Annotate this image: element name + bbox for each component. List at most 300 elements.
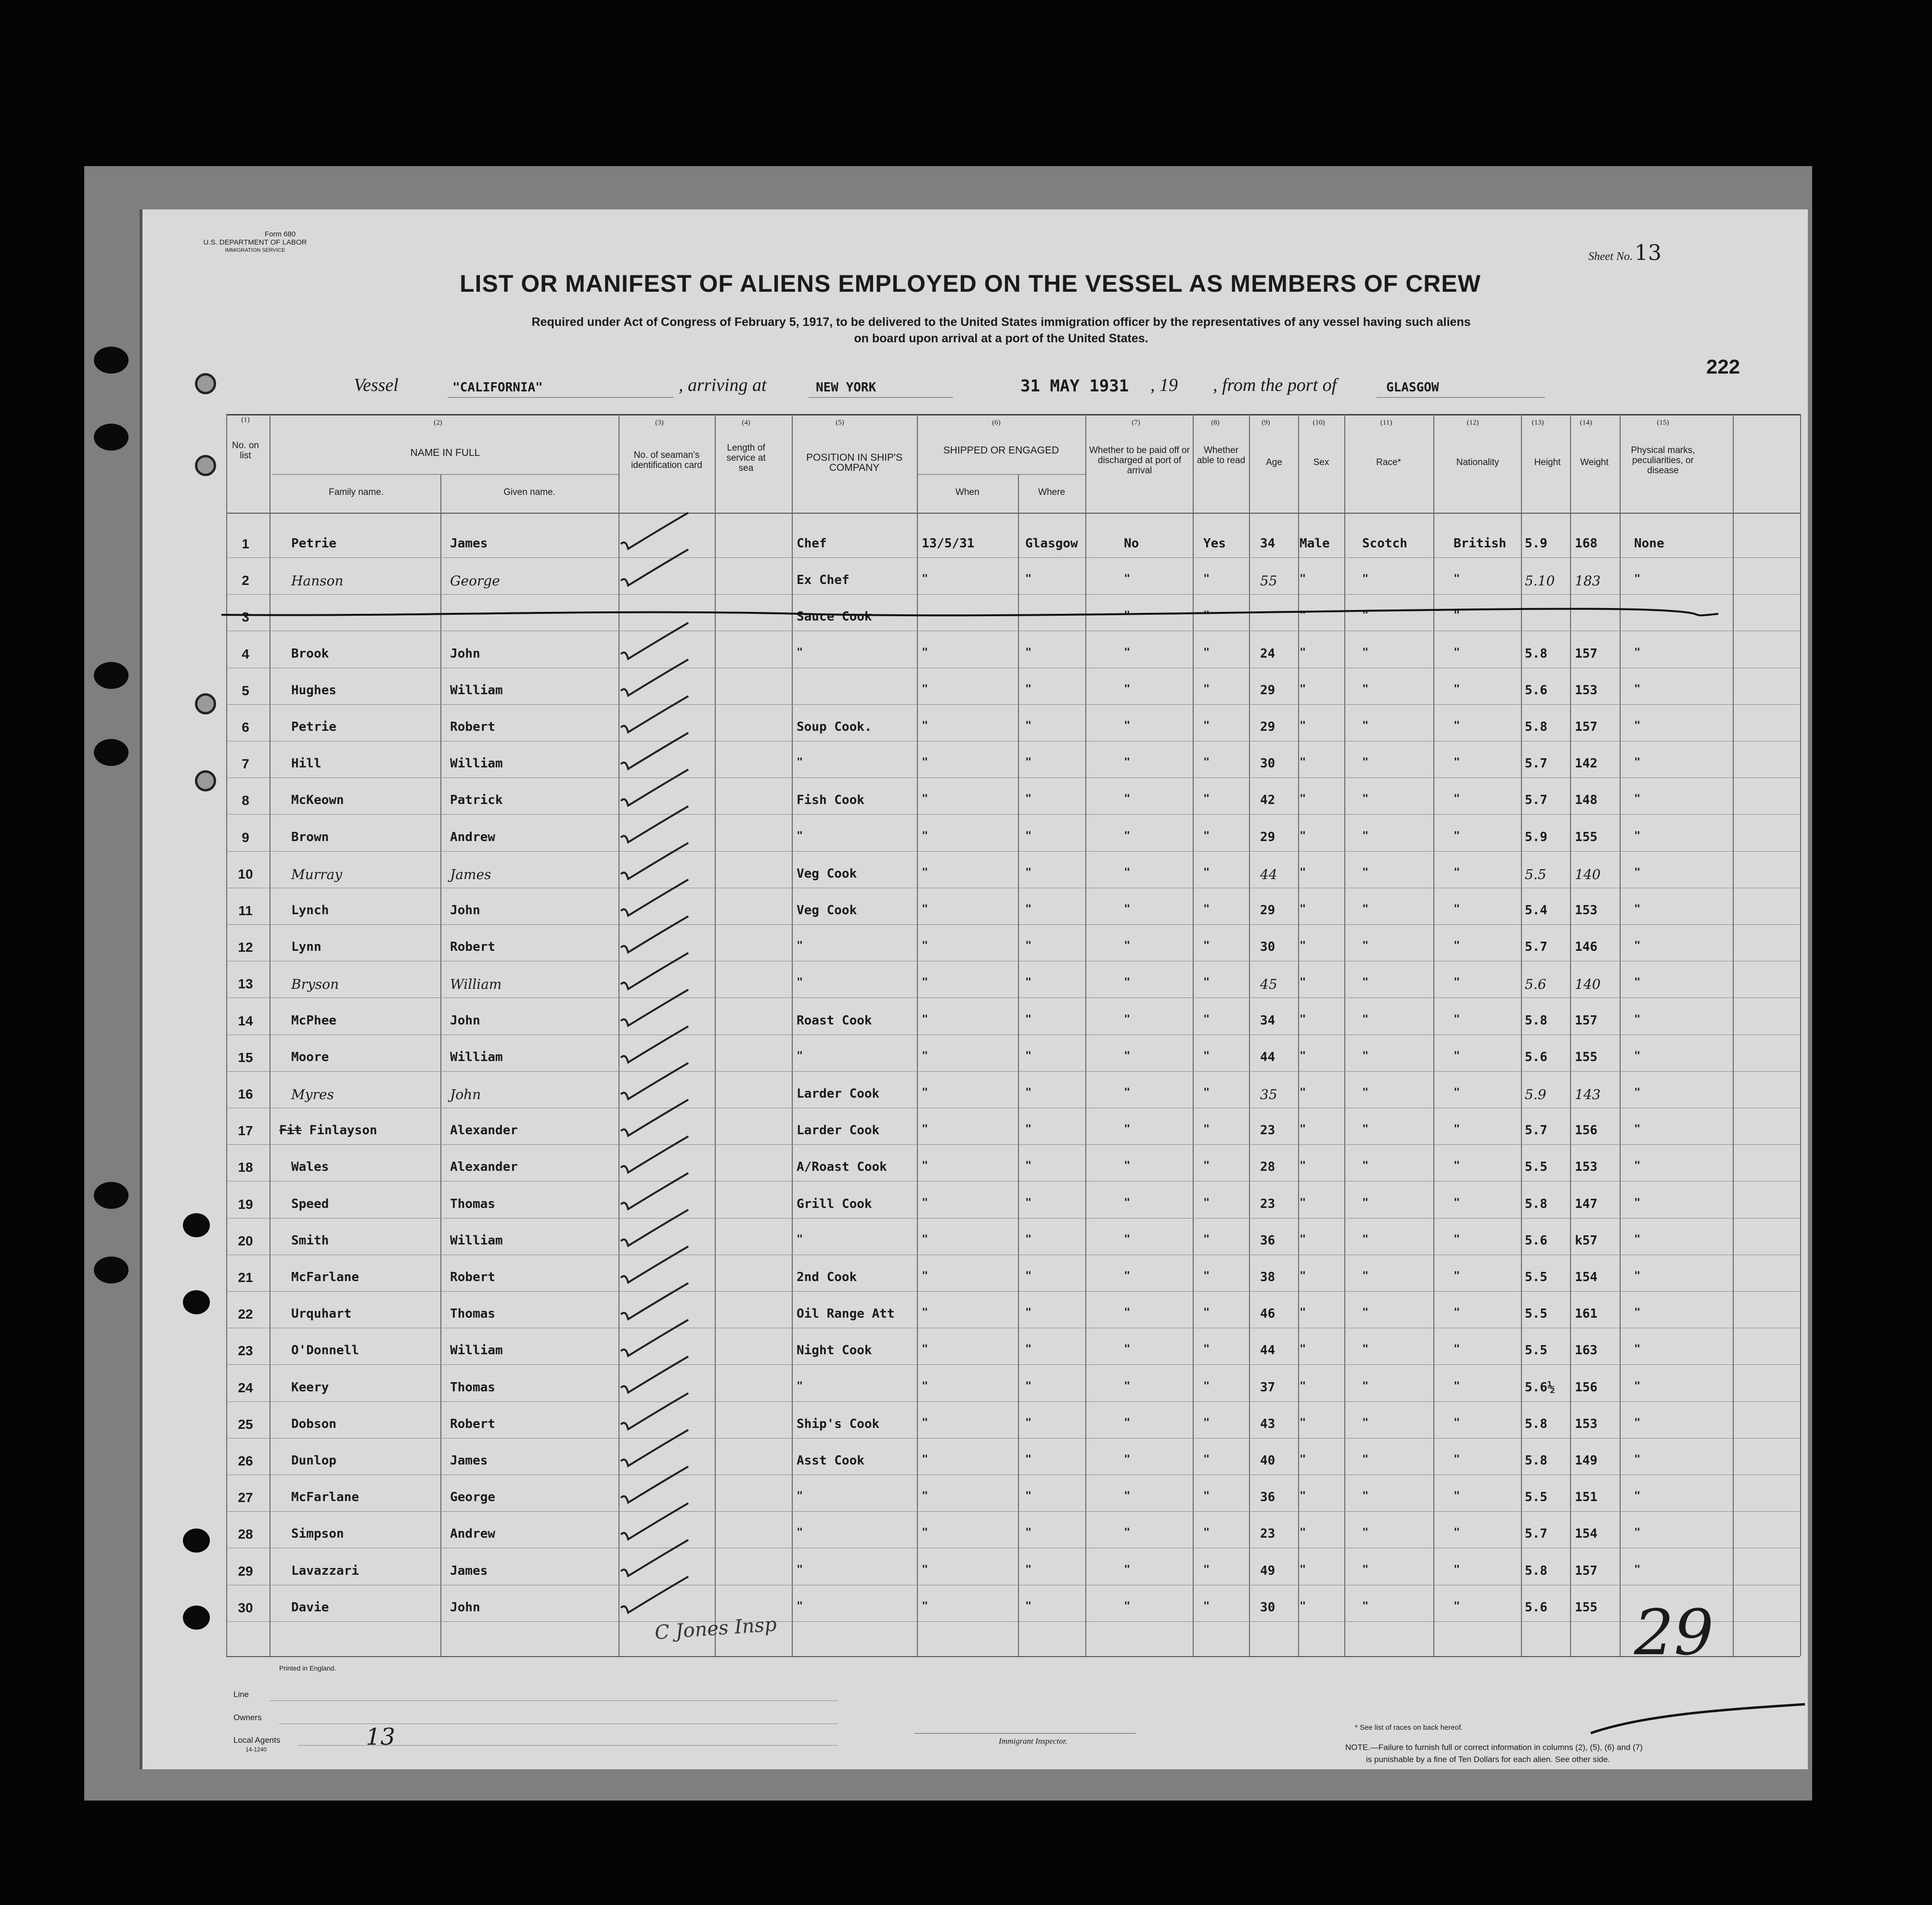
cell-marks: " — [1634, 1416, 1641, 1429]
col-head-height: Height — [1534, 457, 1561, 467]
cell-age: 45 — [1260, 976, 1277, 993]
cell-no: 12 — [238, 940, 253, 955]
cell-age: 29 — [1260, 903, 1275, 918]
cell-when: " — [922, 1343, 928, 1356]
cell-no: 18 — [238, 1160, 253, 1175]
cell-marks: " — [1634, 1490, 1641, 1503]
cell-height: 5.7 — [1525, 756, 1547, 771]
cell-no: 17 — [238, 1123, 253, 1139]
cell-height: 5.5 — [1525, 1307, 1547, 1322]
cell-age: 29 — [1260, 720, 1275, 734]
cell-nationality: " — [1454, 720, 1460, 732]
cell-weight: 140 — [1575, 866, 1601, 882]
cell-sex: " — [1300, 1343, 1306, 1356]
total-count: 29 — [1634, 1596, 1714, 1669]
cell-nationality: " — [1454, 866, 1460, 879]
cell-height: 5.5 — [1525, 1343, 1547, 1358]
col-head-read: Whether able to read — [1197, 445, 1246, 466]
cell-where: " — [1025, 829, 1032, 842]
cell-height: 5.6 — [1525, 976, 1546, 993]
col-num-1: (1) — [241, 416, 250, 424]
cell-when: " — [922, 646, 928, 659]
cell-race: " — [1362, 1600, 1369, 1612]
cell-race: " — [1362, 1343, 1369, 1356]
sheet-number: 13 — [1634, 241, 1662, 265]
col-num-14: (14) — [1580, 419, 1592, 427]
col-num-13: (13) — [1532, 419, 1544, 427]
local-agents-label: Local Agents — [233, 1736, 281, 1745]
cell-read: " — [1203, 1453, 1210, 1465]
cell-weight: 183 — [1575, 573, 1601, 589]
cell-marks: " — [1634, 866, 1641, 879]
cell-where: " — [1025, 903, 1032, 915]
cell-no: 16 — [238, 1087, 253, 1102]
cell-sex: " — [1300, 976, 1306, 989]
cell-age: 23 — [1260, 1527, 1275, 1542]
cell-position: Ship's Cook — [797, 1416, 880, 1431]
column-rule — [226, 414, 227, 1656]
cell-marks: " — [1634, 1233, 1641, 1245]
cell-given: John — [450, 646, 480, 661]
row-rule — [226, 1071, 1800, 1072]
cell-given: Alexander — [450, 1123, 518, 1138]
cell-race: " — [1362, 1416, 1369, 1429]
cell-family: Wales — [291, 1160, 329, 1175]
cell-position: Veg Cook — [797, 903, 857, 918]
cell-marks: " — [1634, 1270, 1641, 1282]
cell-read: Yes — [1203, 536, 1226, 551]
cell-when: " — [922, 1416, 928, 1429]
row-rule — [226, 594, 1800, 595]
cell-paid: " — [1124, 1050, 1131, 1062]
check-mark — [621, 1136, 688, 1172]
cell-where: " — [1025, 1270, 1032, 1282]
cell-race: " — [1362, 976, 1369, 989]
cell-paid: " — [1124, 829, 1131, 842]
cell-position: " — [797, 829, 803, 842]
cell-paid: " — [1124, 1270, 1131, 1282]
inspector-label: Immigrant Inspector. — [999, 1737, 1068, 1746]
cell-position: Asst Cook — [797, 1453, 864, 1468]
check-mark — [621, 1246, 688, 1283]
cell-sex: " — [1300, 683, 1306, 695]
cell-no: 2 — [242, 573, 249, 588]
cell-when: " — [922, 1453, 928, 1465]
cell-nationality: " — [1454, 1087, 1460, 1099]
cell-nationality: " — [1454, 1233, 1460, 1245]
cell-nationality: " — [1454, 976, 1460, 989]
cell-weight: 156 — [1575, 1380, 1597, 1395]
row-rule — [226, 557, 1800, 558]
inspector-signature: C Jones Insp — [654, 1613, 778, 1644]
arriving-label: , arriving at — [679, 375, 767, 395]
check-mark — [621, 1503, 688, 1539]
cell-age: 30 — [1260, 1600, 1275, 1615]
cell-family: Lynn — [291, 940, 322, 955]
row-rule — [226, 1144, 1800, 1145]
cell-height: 5.6 — [1525, 1233, 1547, 1248]
cell-race: " — [1362, 573, 1369, 585]
cell-weight: 157 — [1575, 1013, 1597, 1028]
cell-where: " — [1025, 1160, 1032, 1172]
form-header-block — [202, 230, 308, 255]
cell-age: 43 — [1260, 1416, 1275, 1431]
cell-given: William — [450, 756, 503, 771]
cell-paid: " — [1124, 683, 1131, 695]
check-mark — [621, 1283, 688, 1319]
cell-height: 5.8 — [1525, 1453, 1547, 1468]
cell-height: 5.5 — [1525, 866, 1546, 882]
cell-when: " — [922, 903, 928, 915]
cell-position: Ex Chef — [797, 573, 850, 588]
arrival-date: 31 MAY 1931 — [1020, 376, 1129, 396]
cell-sex: " — [1300, 1013, 1306, 1025]
cell-age: 42 — [1260, 793, 1275, 808]
cell-height: 5.9 — [1525, 1087, 1546, 1102]
cell-paid: " — [1124, 903, 1131, 915]
cell-given: James — [450, 1453, 488, 1468]
cell-family: Moore — [291, 1050, 329, 1064]
cell-paid: " — [1124, 1196, 1131, 1209]
cell-paid: " — [1124, 1013, 1131, 1025]
cell-given: John — [450, 903, 480, 918]
binder-ring — [195, 693, 216, 714]
check-mark — [621, 513, 688, 549]
cell-family: Keery — [291, 1380, 329, 1395]
cell-no: 19 — [238, 1196, 253, 1212]
cell-no: 4 — [242, 646, 249, 661]
departure-port: GLASGOW — [1386, 380, 1439, 395]
cell-family: Lynch — [291, 903, 329, 918]
cell-paid: " — [1124, 720, 1131, 732]
check-mark — [621, 953, 688, 989]
cell-nationality: " — [1454, 1453, 1460, 1465]
cell-no: 24 — [238, 1380, 253, 1395]
cell-sex: " — [1300, 1490, 1306, 1503]
cell-marks: " — [1634, 683, 1641, 695]
check-mark — [621, 733, 688, 769]
cell-weight: k57 — [1575, 1233, 1597, 1248]
cell-when: " — [922, 829, 928, 842]
binder-ring — [195, 455, 216, 476]
cell-given: Andrew — [450, 829, 495, 844]
cell-when: " — [922, 1307, 928, 1319]
cell-height: 5.5 — [1525, 1270, 1547, 1284]
cell-sex: " — [1300, 756, 1306, 769]
from-port-label: , from the port of — [1213, 375, 1337, 395]
cell-given: George — [450, 1490, 495, 1505]
cell-sex: " — [1300, 1233, 1306, 1245]
cell-age: 28 — [1260, 1160, 1275, 1175]
column-rule — [1521, 414, 1522, 1656]
penalty-note-line2: is punishable by a fine of Ten Dollars for each alien. See other side. — [1366, 1755, 1610, 1764]
cell-weight: 143 — [1575, 1087, 1601, 1102]
cell-where: " — [1025, 1050, 1032, 1062]
cell-no: 25 — [238, 1416, 253, 1432]
col-head-age: Age — [1266, 457, 1282, 467]
cell-height: 5.9 — [1525, 829, 1547, 844]
cell-no: 7 — [242, 756, 249, 772]
cell-when: " — [922, 976, 928, 989]
punch-hole — [183, 1606, 210, 1630]
cell-sex: " — [1300, 1380, 1306, 1392]
cell-marks: None — [1634, 536, 1664, 551]
arriving-underline — [809, 397, 953, 398]
check-mark — [621, 1210, 688, 1246]
cell-given: Robert — [450, 1416, 495, 1431]
column-rule — [440, 474, 441, 1656]
cell-nationality: " — [1454, 609, 1460, 622]
cell-height: 5.7 — [1525, 1123, 1547, 1138]
cell-age: 38 — [1260, 1270, 1275, 1284]
name-header-divider — [272, 474, 618, 475]
cell-position: " — [797, 1490, 803, 1503]
cell-read: " — [1203, 866, 1210, 879]
cell-given: Robert — [450, 940, 495, 955]
cell-sex: " — [1300, 1416, 1306, 1429]
col-head-service: Length of service at sea — [726, 443, 766, 473]
cell-family: Fit Finlayson — [279, 1123, 377, 1138]
cell-sex: " — [1300, 646, 1306, 659]
col-head-given: Given name. — [503, 487, 555, 497]
cell-height: 5.6 — [1525, 1600, 1547, 1615]
col-num-8: (8) — [1211, 419, 1220, 427]
cell-marks: " — [1634, 829, 1641, 842]
cell-read: " — [1203, 940, 1210, 952]
cell-family: Brown — [291, 829, 329, 844]
cell-nationality: " — [1454, 573, 1460, 585]
cell-age: 36 — [1260, 1233, 1275, 1248]
cell-age: 29 — [1260, 829, 1275, 844]
column-rule — [1570, 414, 1571, 1656]
cell-where: " — [1025, 866, 1032, 879]
cell-sex: " — [1300, 1600, 1306, 1612]
cell-read: " — [1203, 573, 1210, 585]
col-num-10: (10) — [1313, 419, 1325, 427]
cell-sex: " — [1300, 609, 1306, 622]
cell-race: " — [1362, 793, 1369, 805]
cell-nationality: " — [1454, 1270, 1460, 1282]
cell-weight: 168 — [1575, 536, 1597, 551]
row-rule — [226, 1621, 1800, 1622]
column-rule — [1193, 414, 1194, 1656]
cell-age: 44 — [1260, 866, 1277, 882]
cell-race: " — [1362, 609, 1369, 622]
owners-label: Owners — [233, 1713, 262, 1722]
cell-family: Lavazzari — [291, 1563, 359, 1578]
cell-when: " — [922, 1563, 928, 1576]
cell-given: William — [450, 1233, 503, 1248]
cell-race: " — [1362, 683, 1369, 695]
cell-position: " — [797, 1600, 803, 1612]
cell-marks: " — [1634, 1343, 1641, 1356]
cell-nationality: " — [1454, 1563, 1460, 1576]
cell-sex: " — [1300, 1527, 1306, 1539]
cell-sex: " — [1300, 903, 1306, 915]
cell-position: " — [797, 976, 803, 989]
cell-family: McPhee — [291, 1013, 336, 1028]
row-rule — [226, 1364, 1800, 1365]
line-field-rule — [270, 1700, 837, 1701]
cell-weight: 156 — [1575, 1123, 1597, 1138]
cell-weight: 155 — [1575, 829, 1597, 844]
check-mark — [621, 1063, 688, 1099]
cell-height: 5.8 — [1525, 1563, 1547, 1578]
cell-position: Soup Cook. — [797, 720, 872, 734]
cell-marks: " — [1634, 1563, 1641, 1576]
cell-nationality: " — [1454, 1380, 1460, 1392]
cell-family: Hughes — [291, 683, 336, 698]
cell-marks: " — [1634, 1123, 1641, 1136]
cell-race: " — [1362, 1160, 1369, 1172]
cell-nationality: " — [1454, 646, 1460, 659]
cell-when: " — [922, 1123, 928, 1136]
cell-where: " — [1025, 793, 1032, 805]
cell-where: " — [1025, 720, 1032, 732]
cell-family: McKeown — [291, 793, 344, 808]
cell-race: " — [1362, 1050, 1369, 1062]
cell-race: " — [1362, 720, 1369, 732]
col-head-id-card: No. of seaman's identification card — [631, 450, 702, 470]
check-mark — [621, 806, 688, 842]
cell-position: Veg Cook — [797, 866, 857, 881]
cell-when: " — [922, 756, 928, 769]
check-mark — [621, 1320, 688, 1356]
cell-race: " — [1362, 1087, 1369, 1099]
cell-family: Myres — [291, 1087, 334, 1102]
cell-family: Urquhart — [291, 1307, 352, 1322]
cell-no: 6 — [242, 720, 249, 735]
strike-through-row-3 — [221, 604, 1723, 623]
cell-where: " — [1025, 756, 1032, 769]
row-rule — [226, 1401, 1800, 1402]
cell-read: " — [1203, 1050, 1210, 1062]
column-rule — [1085, 414, 1086, 1656]
from-underline — [1377, 397, 1545, 398]
check-mark — [621, 843, 688, 879]
id-card-check-marks — [616, 510, 741, 1646]
row-rule — [226, 814, 1800, 815]
cell-height: 5.7 — [1525, 940, 1547, 955]
cell-read: " — [1203, 976, 1210, 989]
cell-family: Speed — [291, 1196, 329, 1211]
cell-when: " — [922, 1013, 928, 1025]
cell-race: " — [1362, 1563, 1369, 1576]
cell-where: " — [1025, 940, 1032, 952]
cell-where: " — [1025, 1087, 1032, 1099]
cell-race: " — [1362, 940, 1369, 952]
col-head-shipped: SHIPPED OR ENGAGED — [943, 445, 1059, 456]
cell-when: " — [922, 1380, 928, 1392]
cell-no: 15 — [238, 1050, 253, 1065]
cell-paid: " — [1124, 940, 1131, 952]
cell-family: Petrie — [291, 536, 336, 551]
cell-paid: " — [1124, 573, 1131, 585]
cell-age: 35 — [1260, 1087, 1277, 1102]
cell-sex: Male — [1300, 536, 1330, 551]
cell-when: " — [922, 1270, 928, 1282]
cell-marks: " — [1634, 940, 1641, 952]
cell-height: 5.9 — [1525, 536, 1547, 551]
cell-nationality: " — [1454, 1123, 1460, 1136]
cell-no: 29 — [238, 1563, 253, 1579]
cell-read: " — [1203, 683, 1210, 695]
cell-height: 5.4 — [1525, 903, 1547, 918]
cell-when: " — [922, 1600, 928, 1612]
cell-read: " — [1203, 903, 1210, 915]
cell-paid: " — [1124, 1490, 1131, 1503]
vessel-underline — [448, 397, 674, 398]
cell-weight: 155 — [1575, 1600, 1597, 1615]
cell-height: 5.8 — [1525, 1013, 1547, 1028]
cell-age: 46 — [1260, 1307, 1275, 1322]
col-head-marks: Physical marks, peculiarities, or disease — [1631, 445, 1695, 476]
punch-hole — [183, 1529, 210, 1553]
check-mark — [621, 1577, 688, 1613]
check-mark — [621, 1466, 688, 1503]
cell-height: 5.8 — [1525, 720, 1547, 734]
cell-family: Dobson — [291, 1416, 336, 1431]
agents-handwritten: 13 — [366, 1724, 396, 1750]
cell-sex: " — [1300, 940, 1306, 952]
cell-marks: " — [1634, 1013, 1641, 1025]
cell-no: 11 — [238, 903, 253, 918]
column-rule — [1249, 414, 1250, 1656]
cell-no: 3 — [242, 609, 249, 625]
cell-family: Hanson — [291, 573, 344, 589]
vessel-name: "CALIFORNIA" — [452, 380, 543, 395]
check-mark — [621, 1430, 688, 1466]
cell-given: James — [450, 536, 488, 551]
cell-age: 49 — [1260, 1563, 1275, 1578]
cell-position: " — [797, 1233, 803, 1245]
col-head-weight: Weight — [1580, 457, 1609, 467]
col-num-15: (15) — [1657, 419, 1669, 427]
cell-position: A/Roast Cook — [797, 1160, 887, 1175]
cell-where: " — [1025, 1563, 1032, 1576]
cell-age: 44 — [1260, 1050, 1275, 1064]
cell-nationality: " — [1454, 1160, 1460, 1172]
check-mark — [621, 696, 688, 732]
col-num-12: (12) — [1467, 419, 1479, 427]
punch-hole — [94, 424, 129, 451]
cell-sex: " — [1300, 1270, 1306, 1282]
cell-race: " — [1362, 829, 1369, 842]
cell-paid: " — [1124, 756, 1131, 769]
cell-no: 8 — [242, 793, 249, 808]
subtitle-line2: on board upon arrival at a port of the United States. — [854, 332, 1148, 345]
cell-given: George — [450, 573, 500, 589]
cell-read: " — [1203, 1307, 1210, 1319]
cell-marks: " — [1634, 1380, 1641, 1392]
cell-family: Smith — [291, 1233, 329, 1248]
cell-read: " — [1203, 646, 1210, 659]
cell-position: " — [797, 1527, 803, 1539]
cell-given: James — [450, 1563, 488, 1578]
cell-paid: " — [1124, 1453, 1131, 1465]
department-name: U.S. DEPARTMENT OF LABOR — [203, 238, 307, 246]
cell-where: " — [1025, 1013, 1032, 1025]
check-mark — [621, 549, 688, 585]
cell-given: Robert — [450, 720, 495, 734]
cell-no: 21 — [238, 1270, 253, 1285]
line-label: Line — [233, 1690, 249, 1699]
column-rule — [1733, 414, 1734, 1656]
cell-position: " — [797, 1380, 803, 1392]
col-num-3: (3) — [655, 419, 664, 427]
cell-sex: " — [1300, 1563, 1306, 1576]
col-head-where: Where — [1038, 487, 1065, 497]
